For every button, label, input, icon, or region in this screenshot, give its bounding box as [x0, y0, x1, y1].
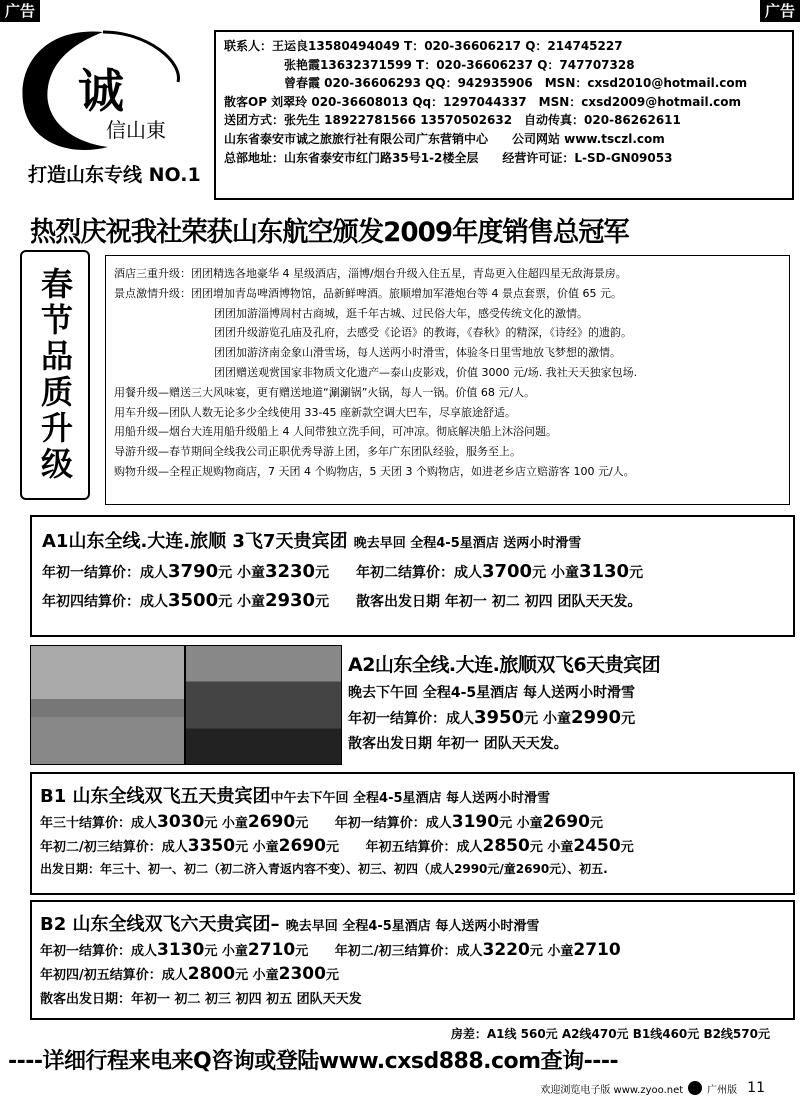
price-row: 年初四结算价：成人3500元 小童2930元 散客出发日期 年初一 初二 初四 团队天天发。	[42, 590, 642, 611]
scroll-title-box	[20, 250, 90, 500]
inquiry-banner: ----详细行程来电来Q咨询或登陆www.cxsd888.com查询----	[8, 1049, 619, 1074]
contact-line: 曾春霞 020-36606293 QQ：942935906 MSN：cxsd2010@hotmail.com	[284, 76, 748, 91]
ad-tag-left: 广告	[0, 0, 40, 22]
contact-line: 总部地址：山东省泰安市红门路35号1-2楼全层 经营许可证：L-SD-GN09053	[224, 150, 673, 165]
logo-big-char: 诚	[78, 64, 124, 118]
price-row: 年三十结算价：成人3030元 小童2690元 年初一结算价：成人3190元 小童2690元	[40, 812, 603, 832]
tour-subtitle: 晚去下午回 全程4-5星酒店 每人送两小时滑雪	[348, 685, 636, 701]
tour-photos	[30, 645, 342, 765]
upgrades-box	[105, 255, 790, 505]
upgrade-line: 用船升级—烟台大连用船升级船上 4 人间带独立洗手间，可冲凉。彻底解决船上沐浴问题。	[114, 425, 557, 439]
slogan: 打造山东专线 NO.1	[28, 164, 201, 186]
contact-line: 送团方式：张先生 18922781566 13570502632 自动传真：020-86262611	[224, 113, 681, 128]
upgrade-line: 景点激情升级：团团增加青岛啤酒博物馆，品新鲜啤酒。旅顺增加军港炮台等 4 景点套票，价值 65 元。	[114, 286, 622, 300]
price-row: 年初一结算价：成人3950元 小童2990元	[348, 707, 636, 728]
headline: 热烈庆祝我社荣获山东航空颁发2009年度销售总冠军	[30, 217, 629, 248]
price-row: 年初二/初三结算价：成人3350元 小童2690元 年初五结算价：成人2850元 小童2450元	[40, 836, 634, 856]
upgrade-line: 团团升级游览孔庙及孔府，去感受《论语》的教诲，《春秋》的精深，《诗经》的遗韵。	[214, 326, 632, 340]
contact-box	[214, 30, 794, 200]
contact-line: 散客OP 刘翠玲 020-36608013 Qq：1297044337 MSN：cxsd2009@hotmail.com	[224, 94, 742, 109]
page-number: 11	[747, 1080, 765, 1096]
site-logo-icon	[688, 1081, 702, 1095]
upgrade-line: 团团加游淄博周村古商城，逛千年古城、过民俗大年，感受传统文化的激情。	[214, 306, 588, 320]
price-row: 年初一结算价：成人3790元 小童3230元 年初二结算价：成人3700元 小童3130元	[42, 561, 644, 582]
tour-title: B2 山东全线双飞六天贵宾团– 晚去早回 全程4-5星酒店 每人送两小时滑雪	[40, 914, 540, 935]
contact-line: 山东省泰安市诚之旅旅行社有限公司广东营销中心 公司网站 www.tsczl.com	[224, 131, 665, 146]
contact-line: 张艳霞13632371599 T：020-36606237 Q：747707328	[284, 57, 635, 72]
departure-row: 散客出发日期 年初一 团队天天发。	[348, 736, 568, 752]
scroll-title: 春节品质升级	[36, 267, 74, 483]
footer-edition: 广州版	[707, 1084, 738, 1096]
temple-photo	[185, 645, 342, 765]
tour-b1	[30, 772, 795, 895]
price-row: 年初一结算价：成人3130元 小童2710元 年初二/初三结算价：成人3220元 小童2710	[40, 940, 621, 960]
city-coast-photo	[30, 645, 185, 765]
tour-title: B1 山东全线双飞五天贵宾团中午去下午回 全程4-5星酒店 每人送两小时滑雪	[40, 786, 551, 807]
footer-text: 欢迎浏览电子版 www.zyoo.net	[540, 1084, 684, 1096]
tour-title: A2山东全线.大连.旅顺双飞6天贵宾团	[348, 654, 661, 676]
ad-tag-right: 广告	[760, 0, 800, 22]
upgrade-line: 用车升级—团队人数无论多少全线使用 33-45 座新款空调大巴车，尽享旅途舒适。	[114, 405, 516, 419]
tour-b2	[30, 900, 795, 1020]
departure-row: 散客出发日期：年初一 初二 初三 初四 初五 团队天天发	[40, 992, 362, 1007]
price-row: 年初四/初五结算价：成人2800元 小童2300元	[40, 964, 339, 984]
upgrade-line: 团团加游济南金象山滑雪场，每人送两小时滑雪，体验冬日里雪地放飞梦想的激情。	[214, 346, 621, 360]
room-surcharge: 房差：A1线 560元 A2线470元 B1线460元 B2线570元	[450, 1027, 770, 1041]
logo-sub-text: 信山東	[106, 118, 166, 142]
upgrade-line: 团团赠送观赏国家非物质文化遗产—泰山皮影戏，价值 3000 元/场. 我社天天独家包场.	[214, 365, 638, 379]
upgrade-line: 导游升级—春节期间全线我公司正职优秀导游上团，多年广东团队经验，服务至上。	[114, 445, 521, 459]
upgrade-line: 购物升级—全程正规购物商店，7 天团 4 个购物店，5 天团 3 个购物店，如进老乡店立赔游客 100 元/人。	[114, 464, 635, 478]
departure-row: 出发日期：年三十、初一、初二（初二济入青返内容不变）、初三、初四（成人2990元/童2690元）、初五.	[40, 862, 608, 876]
contact-line: 联系人：王运良13580494049 T：020-36606217 Q：214745227	[224, 39, 623, 53]
tour-a2	[348, 650, 793, 753]
upgrade-line: 用餐升级—赠送三大风味宴，更有赠送地道“涮涮锅”火锅，每人一锅。价值 68 元/人。	[114, 385, 536, 399]
tour-title: A1山东全线.大连.旅顺 3飞7天贵宾团 晚去早回 全程4-5星酒店 送两小时滑雪	[42, 531, 582, 552]
page-footer	[540, 1080, 765, 1096]
tour-a1	[30, 515, 795, 637]
upgrade-line: 酒店三重升级：团团精选各地豪华 4 星级酒店，淄博/烟台升级入住五星，青岛更入住超四星无敌海景房。	[114, 267, 627, 280]
